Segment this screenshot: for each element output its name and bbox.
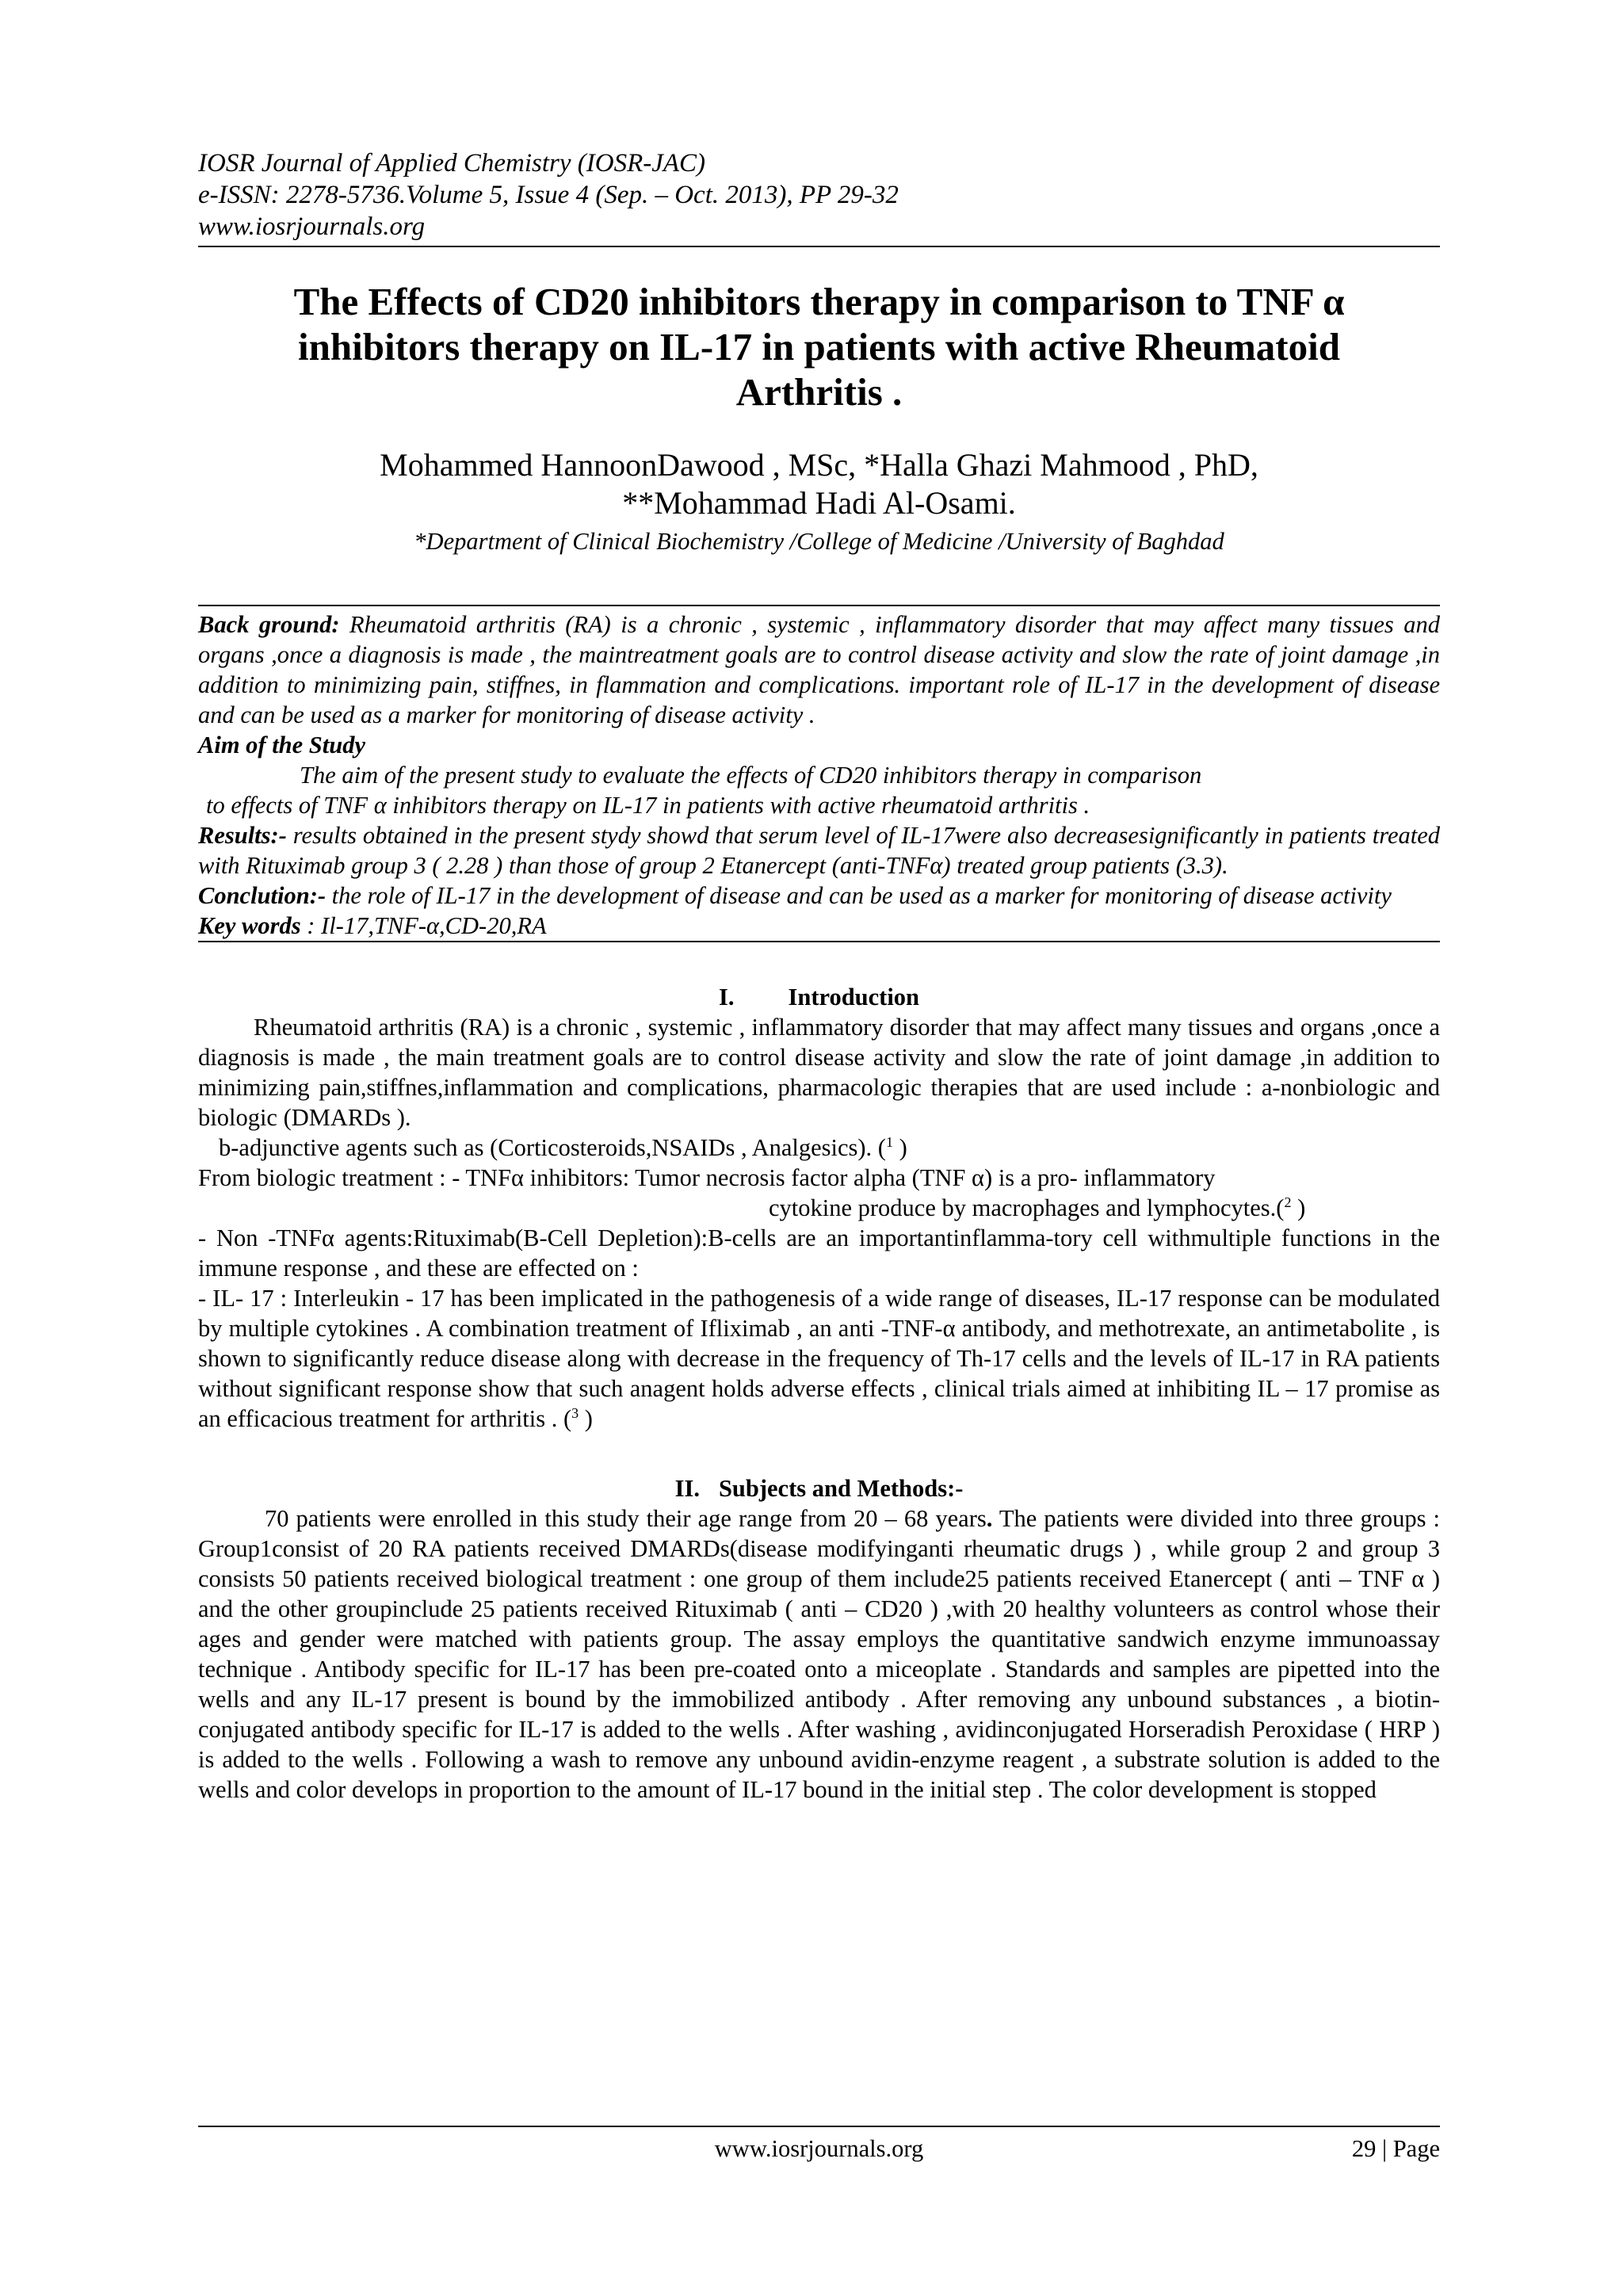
reference-2: 2 [1284,1194,1292,1210]
section-number: I. [718,984,735,1010]
author-affiliation: *Department of Clinical Biochemistry /College of Medicine /University of Baghdad [414,528,1224,555]
journal-issn: e-ISSN: 2278-5736.Volume 5, Issue 4 (Sep. – Oct. 2013), PP 29-32 [198,181,899,209]
background-text: Rheumatoid arthritis (RA) is a chronic , systemic , inflammatory disorder that may affect many tissues and organs ,once a diagnosis is made , the maintreatment goals are to control disease activity and slow the rate of joint damage ,in addition to minimizing pain, stiffnes, in flammation and complications. important role of IL-17 in the development of disease and can be used as a marker for monitoring of disease activity . [198,611,1440,728]
methods-body [198,1503,1440,1805]
intro-p5-text: - IL- 17 : Interleukin - 17 has been implicated in the pathogenesis of a wide range of diseases, IL-17 response can be modulated by multiple cytokines . A combination treatment of Ifliximab , an anti -TNF-α antibody, and methotrexate, an antimetabolite , is shown to significantly reduce disease along with decrease in the frequency of Th-17 cells and the levels of IL-17 in RA patients without significant response show that such anagent holds adverse effects , clinical trials aimed at inhibiting IL – 17 promise as an efficacious treatment for arthritis . ( [198,1285,1440,1432]
journal-name: IOSR Journal of Applied Chemistry (IOSR-JAC) [198,149,706,178]
paper-page [198,147,1440,1805]
results-label: Results:- [198,822,287,849]
conclusion-text: the role of IL-17 in the development of disease and can be used as a marker for monitoring of disease activity [326,882,1392,909]
aim-text-1: The aim of the present study to evaluate the effects of CD20 inhibitors therapy in comparison [300,762,1202,789]
section-heading-introduction [198,982,1440,1012]
abstract-box [198,605,1440,942]
conclusion-label: Conclution:- [198,882,327,909]
intro-p3-end: ) [1291,1194,1306,1221]
intro-paragraph-3-line-1: From biologic treatment : - TNFα inhibitors: Tumor necrosis factor alpha (TNF α) is a pro- inflammatory [198,1164,1216,1191]
introduction-body [198,1012,1440,1434]
abstract-results [198,820,1440,881]
abstract-conclusion [198,881,1440,911]
section-heading-methods [198,1473,1440,1503]
reference-1: 1 [885,1133,893,1150]
intro-p2-text: b-adjunctive agents such as (Corticosteroids,NSAIDs , Analgesics). ( [219,1134,886,1161]
title-line-1: The Effects of CD20 inhibitors therapy in comparison to TNF α [293,280,1345,323]
page-footer [198,2126,1440,2162]
intro-paragraph-1: Rheumatoid arthritis (RA) is a chronic , systemic , inflammatory disorder that may affect many tissues and organs ,once a diagnosis is made , the main treatment goals are to control disease activity and slow the rate of joint damage ,in addition to minimizing pain,stiffnes,inflammation and complications, pharmacologic therapies that are used include : a-nonbiologic and biologic (DMARDs ). [198,1014,1440,1131]
intro-paragraph-2 [198,1133,1440,1163]
methods-p1-dot: . [986,1505,993,1532]
methods-p1-rest: The patients were divided into three groups : Group1consist of 20 RA patients received DMARDs(disease modifyinganti rheumatic drugs ) , while group 2 and group 3 consists 50 patients received biological treatment : one group of them include25 patients received Etanercept ( anti – TNF α ) and the other groupinclude 25 patients received Rituximab ( anti – CD20 ) ,with 20 healthy volunteers as control whose their ages and gender were matched with patients group. The assay employs the quantitative sandwich enzyme immunoassay technique . Antibody specific for IL-17 has been pre-coated onto a miceoplate . Standards and samples are pipetted into the wells and any IL-17 present is bound by the immobilized antibody . After removing any unbound substances , a biotin-conjugated antibody specific for IL-17 is added to the wells . After washing , avidinconjugated Horseradish Peroxidase ( HRP ) is added to the wells . Following a wash to remove any unbound avidin-enzyme reagent , a substrate solution is added to the wells and color develops in proportion to the amount of IL-17 bound in the initial step . The color development is stopped [198,1505,1440,1803]
paper-title [198,279,1440,415]
keywords-label: Key words [198,912,301,939]
methods-p1-start: 70 patients were enrolled in this study their age range from 20 – 68 years [265,1505,987,1532]
section-number: II. [674,1475,700,1502]
section-title: Introduction [788,984,920,1010]
footer-website: www.iosrjournals.org [714,2135,924,2162]
page-number: 29 | Page [1351,2135,1440,2162]
title-line-2: inhibitors therapy on IL-17 in patients with active Rheumatoid [298,325,1340,369]
header-divider [198,246,1440,247]
authors-line-2: **Mohammad Hadi Al-Osami. [622,485,1016,521]
aim-label: Aim of the Study [198,732,365,758]
title-line-3: Arthritis . [735,370,903,414]
background-label: Back ground: [198,611,340,638]
keywords-text: : Il-17,TNF-α,CD-20,RA [300,912,547,939]
results-text: results obtained in the present stydy showd that serum level of IL-17were also decreasesignificantly in patients treated with Rituximab group 3 ( 2.28 ) than those of group 2 Etanercept (anti-TNFα) treated group patients (3.3). [198,822,1440,879]
intro-paragraph-5 [198,1283,1440,1434]
section-title: Subjects and Methods:- [718,1475,964,1502]
authors-line-1: Mohammed HannoonDawood , MSc, *Halla Ghazi Mahmood , PhD, [380,447,1258,483]
aim-text-2: to effects of TNF α inhibitors therapy on IL-17 in patients with active rheumatoid arthritis . [206,792,1090,819]
intro-p5-end: ) [579,1405,593,1432]
journal-header [198,147,1440,247]
journal-website: www.iosrjournals.org [198,212,426,241]
methods-paragraph-1 [198,1503,1440,1805]
intro-p3-text: cytokine produce by macrophages and lymphocytes.( [769,1194,1285,1221]
author-list [198,446,1440,522]
intro-p2-end: ) [892,1134,907,1161]
reference-3: 3 [571,1404,579,1421]
abstract-background [198,609,1440,730]
abstract-keywords [198,911,1440,941]
abstract-aim-label [198,730,1440,760]
intro-paragraph-3-line-2 [198,1193,1440,1223]
intro-paragraph-4: - Non -TNFα agents:Rituximab(B-Cell Depletion):B-cells are an importantinflamma-tory cell withmultiple functions in the immune response , and these are effected on : [198,1224,1440,1282]
